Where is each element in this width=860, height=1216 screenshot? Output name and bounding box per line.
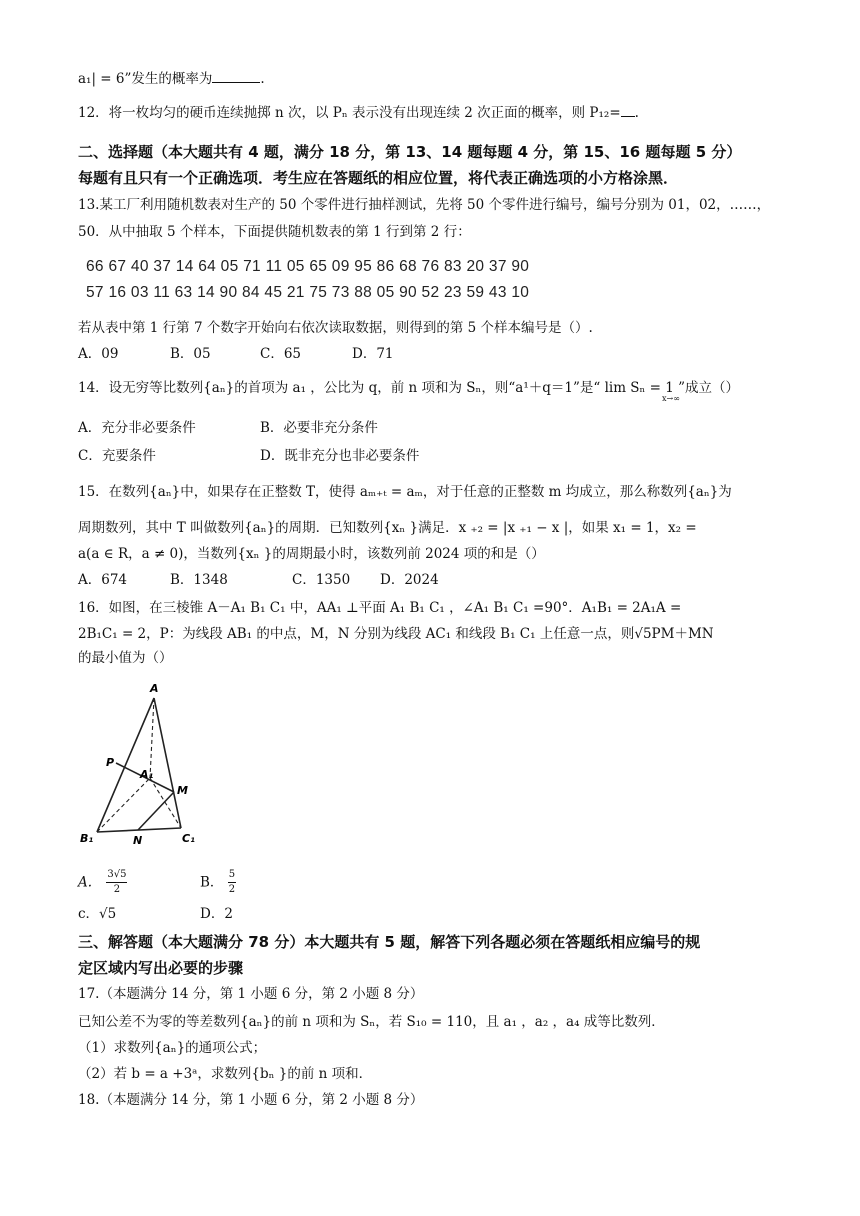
answer-blank bbox=[621, 102, 635, 117]
q14-option-a: A．充分非必要条件 bbox=[78, 420, 196, 436]
label-a1: A₁ bbox=[140, 768, 154, 781]
q14-option-d: D．既非充分也非必要条件 bbox=[260, 448, 420, 464]
q14-lim-subscript: x→∞ bbox=[662, 394, 680, 403]
q12: 12．将一枚均匀的硬币连续抛掷 n 次，以 Pₙ 表示没有出现连续 2 次正面的概率，则 P₁₂= . bbox=[78, 102, 639, 123]
random-table-row-2: 57 16 03 11 63 14 90 84 45 21 75 73 88 05 90 52 23 59 43 10 bbox=[86, 284, 530, 301]
label-c1: C₁ bbox=[182, 832, 195, 845]
q13-line-2: 50．从中抽取 5 个样本，下面提供随机数表的第 1 行到第 2 行： bbox=[78, 224, 471, 240]
q13-option-c: C．65 bbox=[260, 346, 302, 362]
label-p: P bbox=[106, 756, 115, 769]
edge-b1-a1 bbox=[97, 778, 150, 832]
label-a: A bbox=[150, 682, 159, 695]
random-table-row-1: 66 67 40 37 14 64 05 71 11 05 65 09 95 86 68 76 83 20 37 90 bbox=[86, 258, 530, 275]
fraction: $\frac{5}{2}$ bbox=[228, 869, 236, 895]
label-m: M bbox=[177, 784, 188, 797]
q13-option-b: B．05 bbox=[170, 346, 211, 362]
q15-line-1: 15．在数列{aₙ}中，如果存在正整数 T，使得 aₘ₊ₜ = aₘ，对于任意的正整数 m 均成立，那么称数列{aₙ}为 bbox=[78, 484, 732, 500]
q14-stem: 14．设无穷等比数列{aₙ}的首项为 a₁ ，公比为 q，前 n 项和为 Sₙ，则“a¹＋q＝1”是“ lim Sₙ = 1 ”成立（） bbox=[78, 380, 740, 396]
pyramid-figure bbox=[78, 680, 208, 850]
label-n: N bbox=[133, 834, 143, 847]
q13-line-1: 13.某工厂利用随机数表对生产的 50 个零件进行抽样测试，先将 50 个零件进行编号，编号分别为 01，02，……， bbox=[78, 197, 771, 213]
q13-option-a: A．09 bbox=[78, 346, 119, 362]
q13-line-3: 若从表中第 1 行第 7 个数字开始向右依次读取数据，则得到的第 5 个样本编号是（）. bbox=[78, 320, 593, 336]
q15-option-a: A．674 bbox=[78, 572, 128, 588]
q15-line-3: a(a ∈ R，a ≠ 0)，当数列{xₙ }的周期最小时，该数列前 2024 项的和是（） bbox=[78, 546, 545, 562]
q16-option-d: D．2 bbox=[200, 906, 233, 922]
q16-option-a: A. $\frac{3√5}{2}$ bbox=[78, 869, 127, 895]
q15-line-2: 周期数列，其中 T 叫做数列{aₙ}的周期．已知数列{xₙ }满足．x ₊₂ = |x ₊₁ − x |，如果 x₁ = 1，x₂ = bbox=[78, 520, 697, 536]
q17-line-3: （1）求数列{aₙ}的通项公式； bbox=[78, 1040, 267, 1056]
fraction: $\frac{3√5}{2}$ bbox=[107, 869, 127, 895]
q18-line-1: 18.（本题满分 14 分，第 1 小题 6 分，第 2 小题 8 分） bbox=[78, 1092, 424, 1108]
q17-line-1: 17.（本题满分 14 分，第 1 小题 6 分，第 2 小题 8 分） bbox=[78, 986, 424, 1002]
q11-tail: a₁| = 6”发生的概率为 . bbox=[78, 68, 265, 89]
segment-m-n bbox=[138, 792, 174, 830]
edge-a-a1 bbox=[150, 698, 154, 778]
answer-blank bbox=[212, 68, 260, 83]
section2-heading-1: 二、选择题（本大题共有 4 题，满分 18 分，第 13、14 题每题 4 分，第 15、16 题每题 5 分） bbox=[78, 143, 742, 161]
q16-line-1: 16．如图，在三棱锥 A－A₁ B₁ C₁ 中，AA₁ ⊥平面 A₁ B₁ C₁ ，∠A₁ B₁ C₁ =90°．A₁B₁ = 2A₁A = bbox=[78, 600, 682, 616]
q16-line-2: 2B₁C₁ = 2，P：为线段 AB₁ 的中点，M，N 分别为线段 AC₁ 和线段 B₁ C₁ 上任意一点，则√5PM＋MN bbox=[78, 626, 714, 642]
q17-line-4: （2）若 b = a +3ᵃ，求数列{bₙ }的前 n 项和． bbox=[78, 1066, 373, 1082]
q14-option-c: C．充要条件 bbox=[78, 448, 156, 464]
q16-line-3: 的最小值为（） bbox=[78, 650, 173, 666]
section2-heading-2: 每题有且只有一个正确选项．考生应在答题纸的相应位置，将代表正确选项的小方格涂黑． bbox=[78, 169, 679, 187]
q15-option-c: C．1350 bbox=[292, 572, 351, 588]
q16-option-b: B． $\frac{5}{2}$ bbox=[200, 869, 236, 895]
section3-heading-2: 定区域内写出必要的步骤 bbox=[78, 959, 244, 977]
q15-option-b: B．1348 bbox=[170, 572, 228, 588]
q14-option-b: B．必要非充分条件 bbox=[260, 420, 378, 436]
q13-option-d: D．71 bbox=[352, 346, 394, 362]
q17-line-2: 已知公差不为零的等差数列{aₙ}的前 n 项和为 Sₙ，若 S₁₀ = 110，且 a₁ ，a₂ ，a₄ 成等比数列． bbox=[78, 1014, 665, 1030]
label-b1: B₁ bbox=[80, 832, 94, 845]
q16-option-c: c．√5 bbox=[78, 906, 117, 922]
q15-option-d: D．2024 bbox=[380, 572, 439, 588]
section3-heading-1: 三、解答题（本大题满分 78 分）本大题共有 5 题，解答下列各题必须在答题纸相应编号的规 bbox=[78, 933, 701, 951]
